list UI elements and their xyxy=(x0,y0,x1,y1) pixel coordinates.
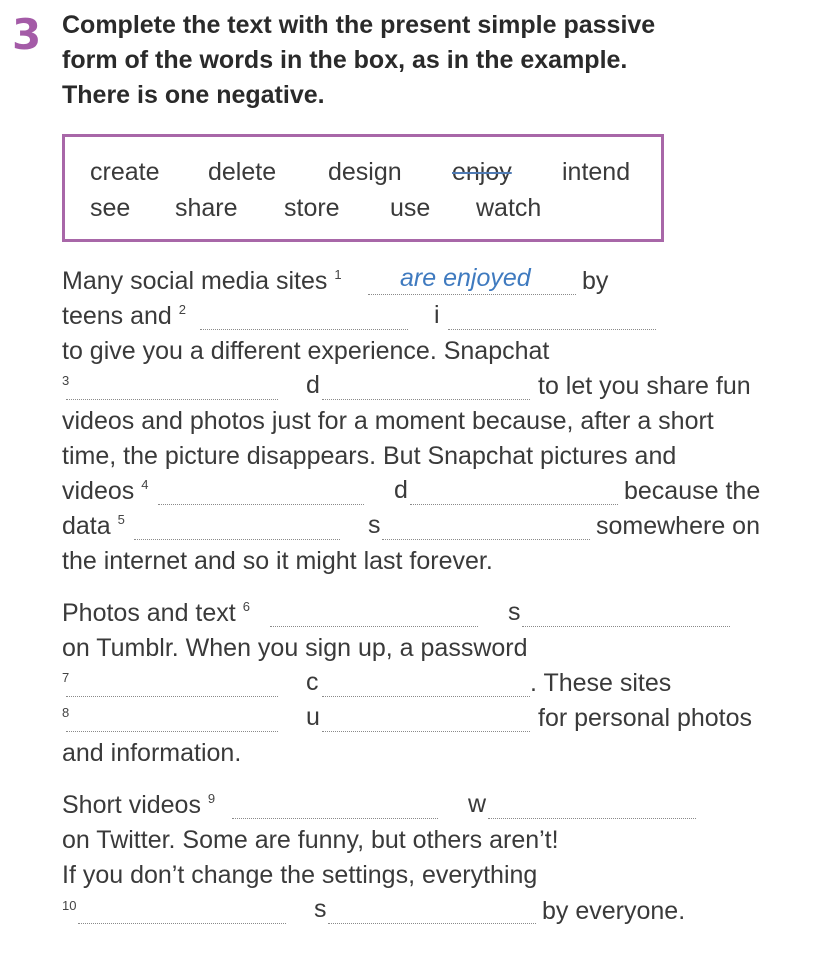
word-intend: intend xyxy=(562,158,631,186)
p1-line3: to give you a different experience. Snapchat xyxy=(62,337,550,365)
answer-1: are enjoyed xyxy=(400,264,531,292)
p1-line7-text: videos $^4$ xyxy=(62,477,149,505)
p2-line1-text: Photos and text $^6$ xyxy=(62,599,250,627)
instruction-line-2: form of the words in the box, as in the example. xyxy=(62,46,628,74)
blank-8-hint: u xyxy=(306,703,320,731)
blank-3a[interactable] xyxy=(66,399,278,400)
blank-2a[interactable] xyxy=(200,329,408,330)
p1-line1-text: Many social media sites $^1$ xyxy=(62,267,342,295)
p1-line2-text: teens and $^2$ xyxy=(62,302,187,330)
blank-9-hint: w xyxy=(468,790,487,818)
p1-line5: videos and photos just for a moment because, after a short xyxy=(62,407,714,435)
num-10: 10 xyxy=(62,898,77,913)
blank-3b[interactable] xyxy=(322,399,530,400)
word-create: create xyxy=(90,158,160,186)
blank-6-hint: s xyxy=(508,598,521,626)
word-store: store xyxy=(284,194,340,222)
blank-7b[interactable] xyxy=(322,696,530,697)
blank-5a[interactable] xyxy=(134,539,340,540)
p1-line9: the internet and so it might last forever. xyxy=(62,547,493,575)
blank-8b[interactable] xyxy=(322,731,530,732)
p1-line8-text: data $^5$ xyxy=(62,512,125,540)
p3-line1-text: Short videos $^9$ xyxy=(62,791,216,819)
num-3: 3 xyxy=(62,373,70,388)
blank-5-hint: s xyxy=(368,511,381,539)
blank-4a[interactable] xyxy=(158,504,364,505)
blank-6b[interactable] xyxy=(522,626,730,627)
p2-line4-post: for personal photos xyxy=(538,704,753,732)
p3-line4-post: by everyone. xyxy=(542,897,686,925)
p2-line2: on Tumblr. When you sign up, a password xyxy=(62,634,528,662)
instruction-line-3: There is one negative. xyxy=(62,81,325,109)
word-delete: delete xyxy=(208,158,277,186)
p1-line4-post: to let you share fun xyxy=(538,372,751,400)
blank-2b[interactable] xyxy=(448,329,656,330)
p2-line3-post: . These sites xyxy=(530,669,672,697)
p1-line7-post: because the xyxy=(624,477,761,505)
blank-4-hint: d xyxy=(394,476,408,504)
blank-7-hint: c xyxy=(306,668,319,696)
instruction-line-1: Complete the text with the present simple passive xyxy=(62,11,656,39)
p3-line2: on Twitter. Some are funny, but others aren’t! xyxy=(62,826,559,854)
word-watch: watch xyxy=(476,194,542,222)
blank-3-hint: d xyxy=(306,371,320,399)
blank-9a[interactable] xyxy=(232,818,438,819)
word-enjoy-struck: enjoy xyxy=(452,158,512,186)
num-8: 8 xyxy=(62,705,70,720)
blank-6a[interactable] xyxy=(270,626,478,627)
blank-10a[interactable] xyxy=(78,923,286,924)
blank-1[interactable] xyxy=(368,294,576,295)
blank-4b[interactable] xyxy=(410,504,618,505)
blank-10-hint: s xyxy=(314,895,327,923)
p2-line5: and information. xyxy=(62,739,242,767)
word-box xyxy=(62,134,664,242)
blank-8a[interactable] xyxy=(66,731,278,732)
p3-line3: If you don’t change the settings, everything xyxy=(62,861,538,889)
word-design: design xyxy=(328,158,402,186)
word-share: share xyxy=(175,194,238,222)
blank-9b[interactable] xyxy=(488,818,696,819)
blank-5b[interactable] xyxy=(382,539,590,540)
p1-line8-post: somewhere on xyxy=(596,512,760,540)
blank-10b[interactable] xyxy=(328,923,536,924)
p1-line1-post: by xyxy=(582,267,609,295)
word-use: use xyxy=(390,194,431,222)
blank-7a[interactable] xyxy=(66,696,278,697)
word-see: see xyxy=(90,194,131,222)
num-7: 7 xyxy=(62,670,70,685)
exercise-number: 3 xyxy=(12,10,41,59)
blank-2-hint: i xyxy=(434,301,440,329)
p1-line6: time, the picture disappears. But Snapchat pictures and xyxy=(62,442,677,470)
